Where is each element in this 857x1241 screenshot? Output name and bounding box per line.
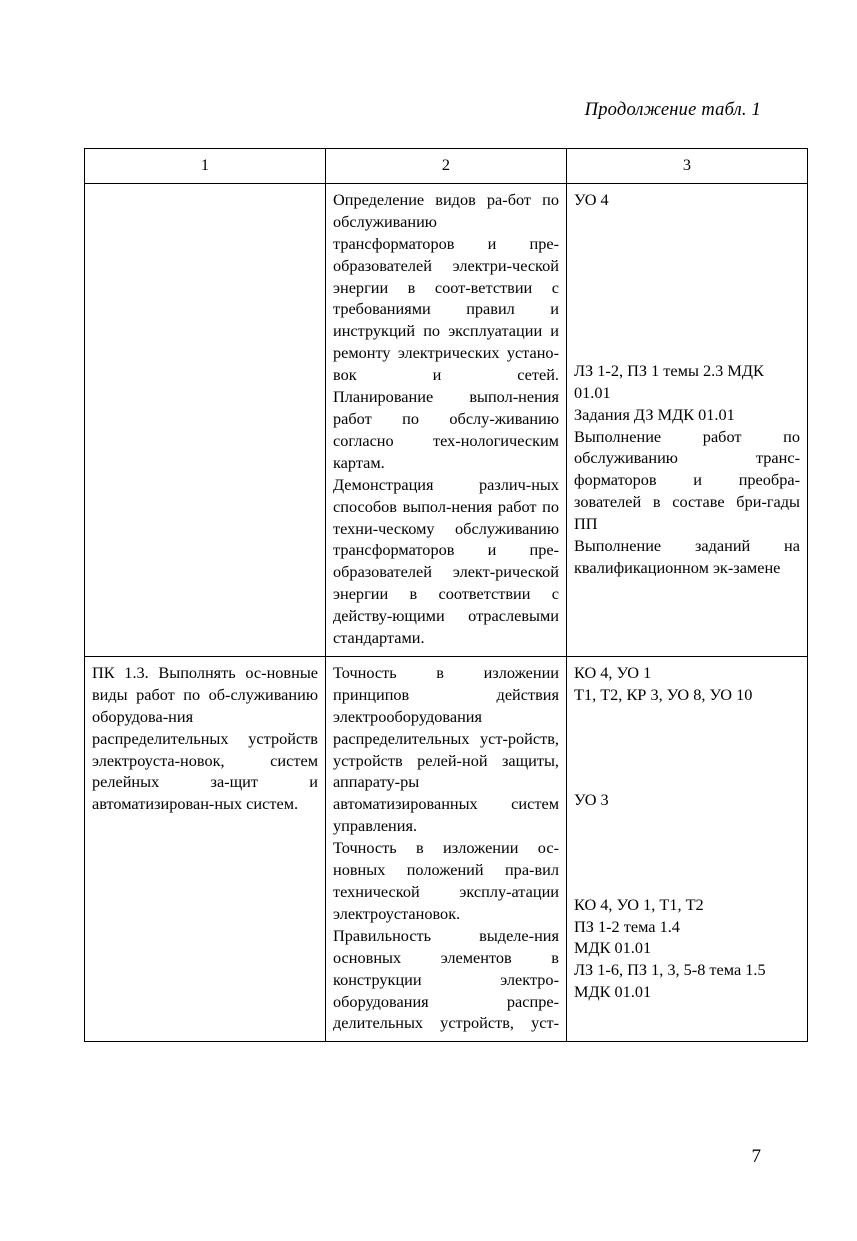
competence-text: ПК 1.3. Выполнять ос-новные виды работ по об-служиванию оборудова-ния распределительных устройств электроуста-новок, систем релейных за-щит и автоматизирован-ных систем.: [92, 662, 318, 814]
cell-competence: [85, 183, 326, 656]
assessment-item: КО 4, УО 1, Т1, Т2: [574, 894, 704, 914]
assessment-item: Выполнение заданий на квалификационном эк-замене: [574, 536, 800, 577]
assessment-item: Задания ДЗ МДК 01.01: [574, 404, 735, 424]
cell-criteria: [326, 656, 567, 1041]
assessment-item: Выполнение работ по обслуживанию транс-форматоров и преобра-зователей в составе бри-гады ПП: [574, 426, 800, 534]
column-header-2: 2: [326, 149, 567, 184]
page-number: 7: [751, 1146, 761, 1167]
assessment-item: ЛЗ 1-2, ПЗ 1 темы 2.3 МДК 01.01: [574, 360, 764, 402]
column-header-3: 3: [567, 149, 808, 184]
cell-assessment: [567, 656, 808, 1041]
criteria-paragraph: Планирование выпол-нения работ по обслу-живанию согласно тех-нологическим картам.: [333, 387, 559, 472]
table-row: [85, 656, 808, 1041]
cell-competence: [85, 656, 326, 1041]
assessment-item: Т1, Т2, КР 3, УО 8, УО 10: [574, 684, 753, 704]
criteria-paragraph: Правильность выделе-ния основных элементов в конструкции электро-оборудования распре-делительных устройств, уст-: [333, 925, 559, 1033]
assessment-item: КО 4, УО 1: [574, 662, 652, 682]
assessment-item: УО 4: [574, 189, 609, 209]
criteria-paragraph: Точность в изложении принципов действия электрооборудования распределительных уст-ройств, устройств релей-ной защиты, аппарату-ры автоматизированных систем управления.: [333, 662, 559, 836]
criteria-paragraph: Определение видов ра-бот по обслуживанию трансформаторов и пре-образователей электри-ческой энергии в соот-ветствии с требованиями правил и инструкций по эксплуатации и ремонту электрических устано-вок и сетей.: [333, 189, 559, 385]
assessment-item: МДК 01.01: [574, 938, 652, 958]
assessment-item: ПЗ 1-2 тема 1.4: [574, 916, 680, 936]
table-header-row: [85, 149, 808, 184]
column-header-1: 1: [85, 149, 326, 184]
criteria-paragraph: Демонстрация различ-ных способов выпол-нения работ по техни-ческому обслуживанию трансформаторов и пре-образователей элект-рической энергии в соответствии с действу-ющими отраслевыми стандартами.: [333, 474, 559, 648]
table-row: [85, 183, 808, 656]
cell-assessment: [567, 183, 808, 656]
criteria-paragraph: Точность в изложении ос-новных положений пра-вил технической эксплу-атации электроустановок.: [333, 838, 559, 923]
assessment-item: УО 3: [574, 789, 609, 809]
continuation-table: [84, 148, 808, 1042]
assessment-item: ЛЗ 1-6, ПЗ 1, 3, 5-8 тема 1.5 МДК 01.01: [574, 960, 766, 1002]
running-head: Продолжение табл. 1: [584, 100, 761, 120]
cell-criteria: [326, 183, 567, 656]
